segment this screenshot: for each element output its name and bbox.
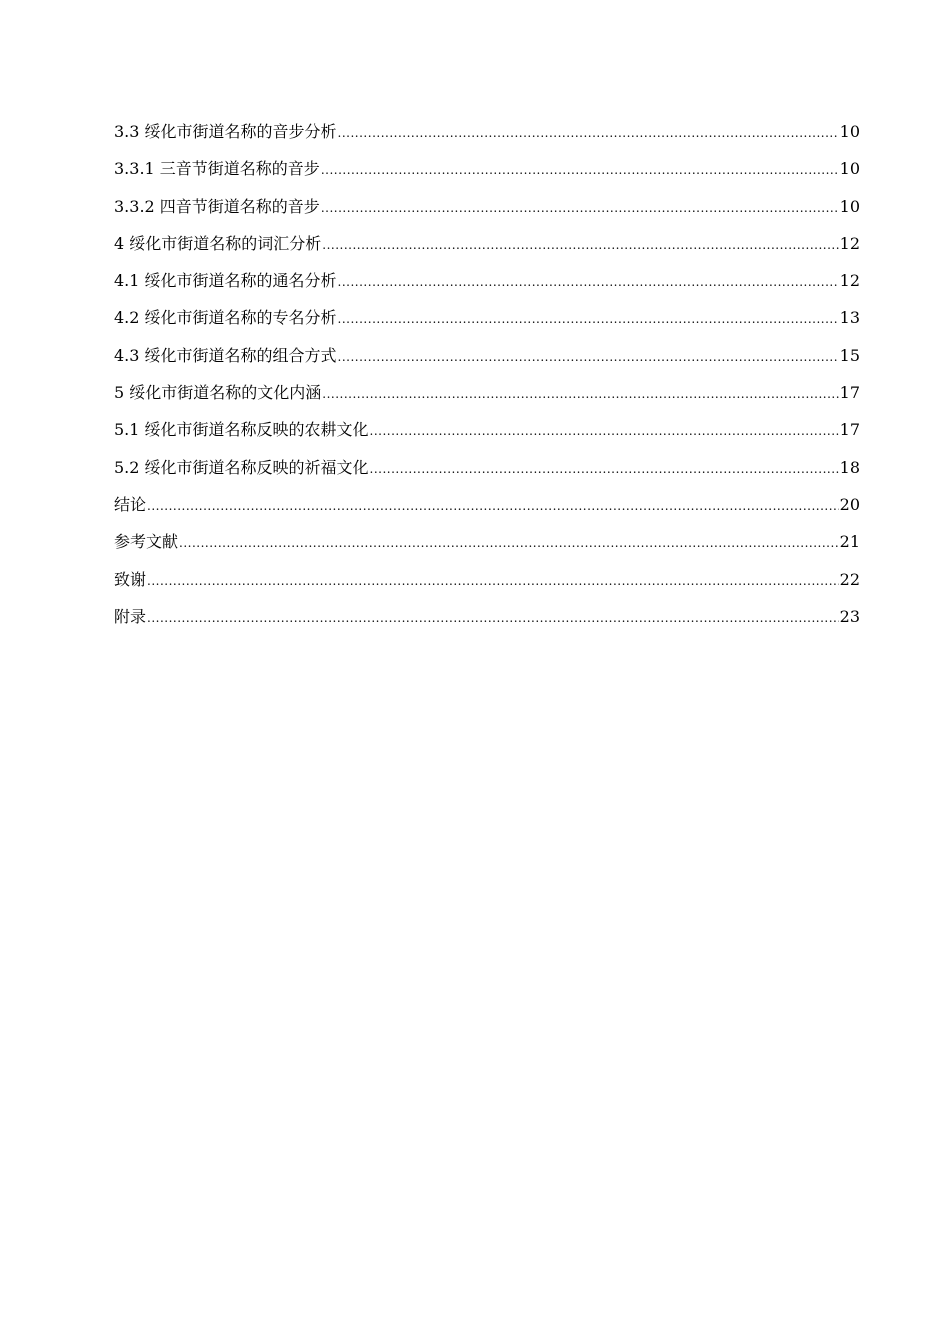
toc-entry-page: 17 — [839, 420, 860, 440]
toc-dot-leader — [147, 606, 839, 630]
toc-entry-page: 22 — [839, 569, 860, 589]
toc-entry-title: 3.3.1 三音节街道名称的音步 — [114, 159, 320, 179]
toc-entry-page: 17 — [839, 383, 860, 403]
toc-entry-title: 4.1 绥化市街道名称的通名分析 — [114, 271, 337, 291]
toc-entry-title: 附录 — [114, 606, 147, 626]
toc-entry[interactable] — [114, 195, 860, 232]
toc-entry-title: 5.2 绥化市街道名称反映的祈福文化 — [114, 457, 369, 477]
toc-entry[interactable] — [114, 157, 860, 194]
toc-entry[interactable] — [114, 456, 860, 493]
toc-entry-page: 21 — [839, 532, 860, 552]
toc-dot-leader — [338, 307, 839, 331]
toc-entry[interactable] — [114, 344, 860, 381]
toc-dot-leader — [147, 494, 839, 518]
toc-entry[interactable] — [114, 418, 860, 455]
table-of-contents — [114, 120, 860, 642]
toc-entry-title: 3.3 绥化市街道名称的音步分析 — [114, 122, 337, 141]
toc-dot-leader — [321, 158, 839, 182]
toc-entry-title: 4.2 绥化市街道名称的专名分析 — [114, 308, 337, 328]
toc-entry-page: 12 — [839, 233, 860, 253]
toc-entry-title: 4.3 绥化市街道名称的组合方式 — [114, 345, 337, 365]
toc-entry-title: 结论 — [114, 494, 147, 514]
toc-dot-leader — [147, 569, 839, 593]
toc-entry[interactable] — [114, 120, 860, 157]
toc-entry[interactable] — [114, 306, 860, 343]
toc-entry-title: 致谢 — [114, 569, 147, 589]
toc-entry[interactable] — [114, 605, 860, 642]
toc-entry-title: 3.3.2 四音节街道名称的音步 — [114, 196, 320, 216]
toc-entry-title: 4 绥化市街道名称的词汇分析 — [114, 233, 322, 253]
toc-dot-leader — [338, 345, 839, 369]
toc-dot-leader — [322, 382, 838, 406]
toc-dot-leader — [338, 270, 839, 294]
toc-entry-page: 23 — [839, 606, 860, 626]
toc-entry-title: 5.1 绥化市街道名称反映的农耕文化 — [114, 420, 369, 440]
toc-entry-page: 20 — [839, 494, 860, 514]
toc-entry-page: 10 — [839, 159, 860, 179]
toc-entry[interactable] — [114, 232, 860, 269]
toc-entry-page: 10 — [839, 122, 860, 141]
toc-entry[interactable] — [114, 530, 860, 567]
toc-dot-leader — [370, 419, 839, 443]
toc-dot-leader — [370, 457, 839, 481]
toc-dot-leader — [179, 531, 839, 555]
toc-entry-title: 参考文献 — [114, 532, 179, 552]
toc-entry[interactable] — [114, 568, 860, 605]
toc-entry-title: 5 绥化市街道名称的文化内涵 — [114, 383, 322, 403]
toc-dot-leader — [338, 121, 839, 145]
toc-entry-page: 15 — [839, 345, 860, 365]
toc-entry[interactable] — [114, 381, 860, 418]
toc-dot-leader — [321, 196, 839, 220]
toc-entry-page: 18 — [839, 457, 860, 477]
toc-entry-page: 12 — [839, 271, 860, 291]
toc-entry[interactable] — [114, 269, 860, 306]
toc-entry-page: 13 — [839, 308, 860, 328]
toc-dot-leader — [322, 233, 838, 257]
toc-entry[interactable] — [114, 493, 860, 530]
toc-entry-page: 10 — [839, 196, 860, 216]
